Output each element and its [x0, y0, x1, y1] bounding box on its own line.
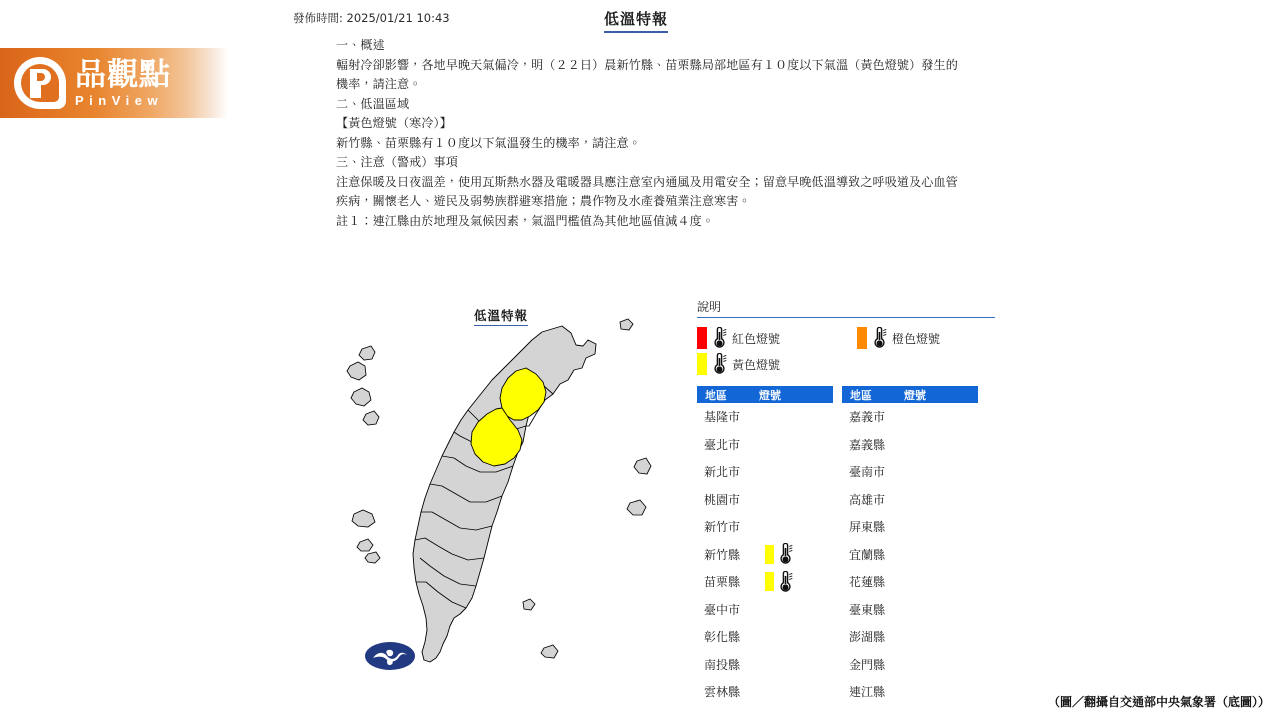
table-row: [842, 403, 978, 431]
table-row: [842, 458, 978, 486]
cell-area: 苗栗縣: [704, 575, 741, 590]
map-island-penghu-b: [347, 362, 366, 380]
cell-area: 嘉義市: [849, 410, 886, 425]
table-row: [842, 431, 978, 459]
thermometer-icon: [711, 327, 727, 349]
section-2-heading: 二、低溫區域: [336, 96, 410, 111]
table-row: [697, 486, 833, 514]
issue-time: 發佈時間: 2025/01/21 10:43: [293, 11, 450, 25]
legend-label-red: 紅色燈號: [732, 331, 781, 346]
legend-title: 說明: [697, 298, 995, 318]
cell-area: 南投縣: [704, 657, 741, 672]
signal-swatch: [765, 572, 774, 591]
cell-area: 臺南市: [849, 465, 886, 480]
table-row: [697, 458, 833, 486]
cell-area: 新竹縣: [704, 547, 741, 562]
cell-area: 新北市: [704, 465, 741, 480]
cell-area: 基隆市: [704, 410, 741, 425]
legend-item-yellow: [697, 351, 857, 377]
image-credit: （圖／翻攝自交通部中央氣象署（底圖））: [1047, 695, 1270, 709]
legend-label-yellow: 黃色燈號: [732, 357, 781, 372]
legend: [697, 298, 995, 377]
cell-signal: [765, 571, 831, 593]
section-2-text: 新竹縣、苗栗縣有１０度以下氣溫發生的機率，請注意。: [336, 135, 641, 150]
column-header-signal: 燈號: [904, 388, 926, 402]
table-row: [842, 486, 978, 514]
column-header-area: 地區: [850, 388, 872, 402]
thermometer-icon: [871, 327, 887, 349]
table-row: [697, 623, 833, 651]
pinview-logo-icon: [14, 57, 66, 109]
brand-logo: [0, 48, 228, 118]
table-row: [697, 541, 833, 569]
cell-area: 嘉義縣: [849, 437, 886, 452]
table-body-right: [842, 403, 978, 706]
table-row: [842, 596, 978, 624]
cell-area: 新竹市: [704, 520, 741, 535]
signal-swatch: [765, 545, 774, 564]
section-2-bracket: 【黃色燈號（寒冷）】: [336, 116, 452, 130]
cell-area: 高雄市: [849, 492, 886, 507]
table-row: [842, 651, 978, 679]
cell-area: 雲林縣: [704, 685, 741, 700]
cell-signal: [765, 543, 831, 565]
region-table-left: [697, 386, 833, 706]
legend-swatch-orange: [857, 327, 867, 349]
thermometer-icon: [777, 543, 793, 565]
map-island-guishan: [620, 319, 633, 330]
table-body-left: [697, 403, 833, 706]
column-header-signal: 燈號: [759, 388, 781, 402]
map-island-penghu-d: [363, 411, 379, 425]
map-region-island: [413, 326, 596, 662]
brand-name-cn: 品觀點: [75, 56, 171, 93]
cell-area: 花蓮縣: [849, 575, 886, 590]
cell-area: 彰化縣: [704, 630, 741, 645]
legend-item-orange: [857, 325, 995, 351]
map-island-penghu-c: [351, 388, 371, 406]
cell-area: 澎湖縣: [849, 630, 886, 645]
table-row: [842, 623, 978, 651]
table-row: [697, 568, 833, 596]
section-1-heading: 一、概述: [336, 38, 385, 52]
thermometer-icon: [711, 353, 727, 375]
map-island-e2: [627, 500, 646, 515]
map-island-penghu-a: [359, 346, 375, 360]
table-row: [697, 403, 833, 431]
map-title: 低溫特報: [474, 306, 528, 326]
legend-items: [697, 325, 995, 377]
map-island-orchid: [541, 645, 558, 658]
page-title: 低溫特報: [604, 8, 668, 33]
legend-label-orange: 橙色燈號: [892, 331, 941, 346]
signal-indicator: [765, 543, 793, 565]
column-header-area: 地區: [705, 388, 727, 402]
cell-area: 臺北市: [704, 437, 741, 452]
table-row: [697, 651, 833, 679]
map-island-e1: [634, 458, 651, 474]
map-island-green: [523, 599, 535, 610]
section-1-text: 輻射冷卻影響，各地早晚天氣偏冷，明（２２日）晨新竹縣、苗栗縣局部地區有１０度以下氣溫（黃色燈號）發生的機率，請注意。: [336, 57, 958, 91]
cell-area: 金門縣: [849, 657, 886, 672]
signal-indicator: [765, 571, 793, 593]
note-1: 註１：連江縣由於地理及氣候因素，氣溫門檻值為其他地區值減４度。: [336, 213, 715, 228]
thermometer-icon: [777, 571, 793, 593]
table-row: [697, 513, 833, 541]
cell-area: 臺中市: [704, 602, 741, 617]
cell-area: 連江縣: [849, 685, 886, 700]
table-row: [697, 596, 833, 624]
region-table-right: [842, 386, 978, 706]
table-row: [842, 568, 978, 596]
cell-area: 屏東縣: [849, 520, 886, 535]
cell-area: 桃園市: [704, 492, 741, 507]
table-row: [697, 431, 833, 459]
legend-swatch-red: [697, 327, 707, 349]
legend-swatch-yellow: [697, 353, 707, 375]
map-island-kinmen: [352, 510, 375, 527]
taiwan-map-panel: [330, 296, 680, 711]
table-header-row: [842, 386, 978, 403]
table-row: [842, 541, 978, 569]
map-island-matsu-b: [365, 552, 380, 563]
section-3-heading: 三、注意（警戒）事項: [336, 155, 458, 169]
table-row: [697, 678, 833, 706]
section-3-text: 注意保暖及日夜溫差，使用瓦斯熱水器及電暖器具應注意室內通風及用電安全；留意早晚低溫導致之呼吸道及心血管疾病，關懷老人、遊民及弱勢族群避寒措施；農作物及水產養殖業注意寒害。: [336, 174, 958, 208]
region-signal-tables: [697, 386, 978, 706]
brand-name-en: PinView: [75, 92, 164, 108]
table-header-row: [697, 386, 833, 403]
cell-area: 宜蘭縣: [849, 547, 886, 562]
table-row: [842, 513, 978, 541]
cell-area: 臺東縣: [849, 602, 886, 617]
map-island-matsu-a: [357, 539, 373, 551]
advisory-body: [336, 36, 966, 231]
cwa-agency-logo-icon: [364, 641, 416, 671]
legend-item-red: [697, 325, 857, 351]
table-row: [842, 678, 978, 706]
